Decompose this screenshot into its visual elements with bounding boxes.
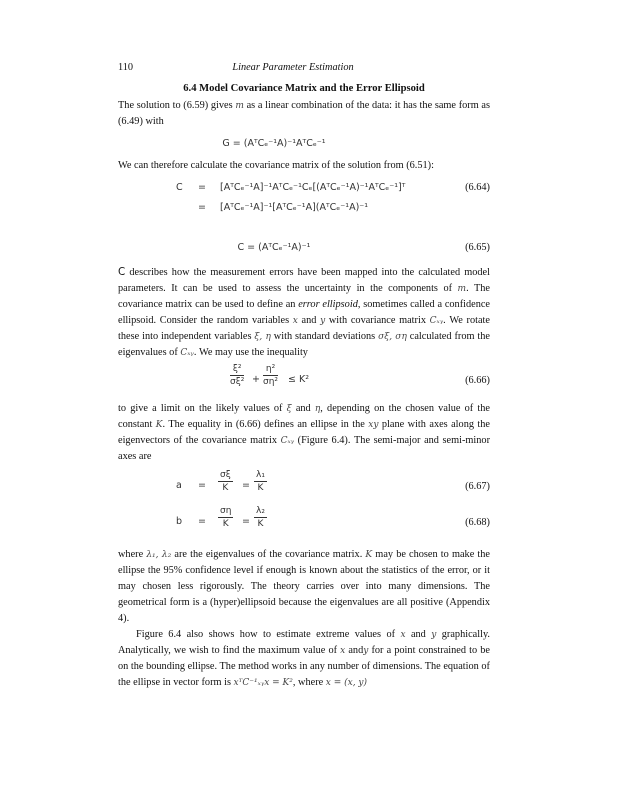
equation-6-65-body: C = (AᵀCₑ⁻¹A)⁻¹: [237, 242, 311, 253]
equation-6-64-equals-1: =: [198, 182, 206, 193]
paragraph-6: Figure 6.4 also shows how to estimate extreme values of x and y graphically. Analytically, we wish to find the maximum value of x andy for a point constrained to be on the bounding ellipse. The method works in any number of dimensions. The equation of the ellipse in vector form is xᵀC⁻¹ₓᵧx = K², where x = (x, y): [118, 629, 491, 688]
equation-6-65-number: (6.65): [465, 242, 490, 253]
equation-6-66-fraction-2: $\frac{\text{η²}}{\text{ση²}}$: [263, 364, 279, 387]
paragraph-3: C describes how the measurement errors have been mapped into the calculated model parameters. It can be used to assess the uncertainty in the components of m. The covariance matrix can be used to define an error ellipsoid, sometimes called a confidence ellipsoid. Consider the random variables x and y with covariance matrix Cₓᵧ. We rotate these into independent variables ξ, η with standard deviations σξ, ση calculated from the eigenvalues of Cₓᵧ. We may use the inequality: [118, 266, 490, 358]
equation-6-64-lhs: C: [176, 182, 183, 193]
equation-6-67-equals: =: [198, 480, 206, 491]
equation-6-68-equals: =: [198, 516, 206, 527]
equation-6-64-line2: [118, 198, 490, 218]
equation-6-68-fraction-1: $\frac{\sigma\eta}{K}$: [220, 506, 232, 529]
section-title: 6.4 Model Covariance Matrix and the Error Ellipsoid: [183, 83, 425, 94]
equation-G: [118, 134, 490, 154]
equation-6-64-line1: [118, 178, 490, 198]
page-header: [118, 60, 490, 76]
paragraph-4: to give a limit on the likely values of ξ and η, depending on the chosen value of the constant K. The equality in (6.66) defines an ellipse in the xy plane with axes along the eigenvectors of the covariance matrix Cₓᵧ (Figure 6.4). The semi-major and semi-minor axes are: [118, 403, 491, 462]
running-title: Linear Parameter Estimation: [232, 62, 354, 73]
page-number: 110: [118, 62, 134, 73]
equation-6-67-lhs: a: [176, 480, 182, 491]
equation-6-67: [118, 469, 490, 505]
equation-6-68-number: (6.68): [465, 517, 490, 528]
paragraph-2: We can therefore calculate the covariance matrix of the solution from (6.51):: [118, 160, 434, 171]
equation-6-67-number: (6.67): [465, 481, 490, 492]
equation-6-67-equals-2: =: [242, 480, 250, 491]
equation-6-66-number: (6.66): [465, 375, 490, 386]
equation-6-66: [118, 363, 490, 399]
equation-6-65: [118, 238, 490, 258]
book-page: [118, 60, 490, 691]
equation-6-68: [118, 505, 490, 541]
equation-6-67-fraction-1: $\frac{\sigma\xi}{K}$: [220, 470, 231, 493]
paragraph-1: The solution to (6.59) gives m as a linear combination of the data: it has the same form as (6.49) with: [118, 100, 490, 127]
equation-6-66-plus: +: [252, 374, 260, 385]
equation-6-64-rhs-1: [AᵀCₑ⁻¹A]⁻¹AᵀCₑ⁻¹Cₑ[(AᵀCₑ⁻¹A)⁻¹AᵀCₑ⁻¹]ᵀ: [220, 182, 406, 193]
equation-6-68-equals-2: =: [242, 516, 250, 527]
equation-6-64-number: (6.64): [465, 182, 490, 193]
equation-6-66-fraction-1: $\frac{\text{ξ²}}{\text{σξ²}}$: [230, 364, 245, 387]
equation-6-68-fraction-2: $\frac{\text{λ₂}}{K}$: [256, 506, 265, 529]
paragraph-5: where λ₁, λ₂ are the eigenvalues of the covariance matrix. K may be chosen to make the ellipse the 95% confidence level if enough is known about the statistics of the error, or it may chosen less rigorously. The theory carries over into many dimensions. The geometrical form is a (hyper)ellipsoid because the eigenvalues are all positive (Appendix 4).: [118, 549, 490, 624]
equation-6-64-rhs-2: [AᵀCₑ⁻¹A]⁻¹[AᵀCₑ⁻¹A](AᵀCₑ⁻¹A)⁻¹: [220, 202, 369, 213]
equation-6-68-lhs: b: [176, 516, 183, 527]
equation-6-67-fraction-2: $\frac{\text{λ₁}}{K}$: [256, 470, 265, 493]
equation-6-66-rhs: ≤ K²: [288, 374, 310, 385]
equation-6-64-equals-2: =: [198, 202, 206, 213]
equation-G-body: G = (AᵀCₑ⁻¹A)⁻¹AᵀCₑ⁻¹: [222, 138, 326, 149]
